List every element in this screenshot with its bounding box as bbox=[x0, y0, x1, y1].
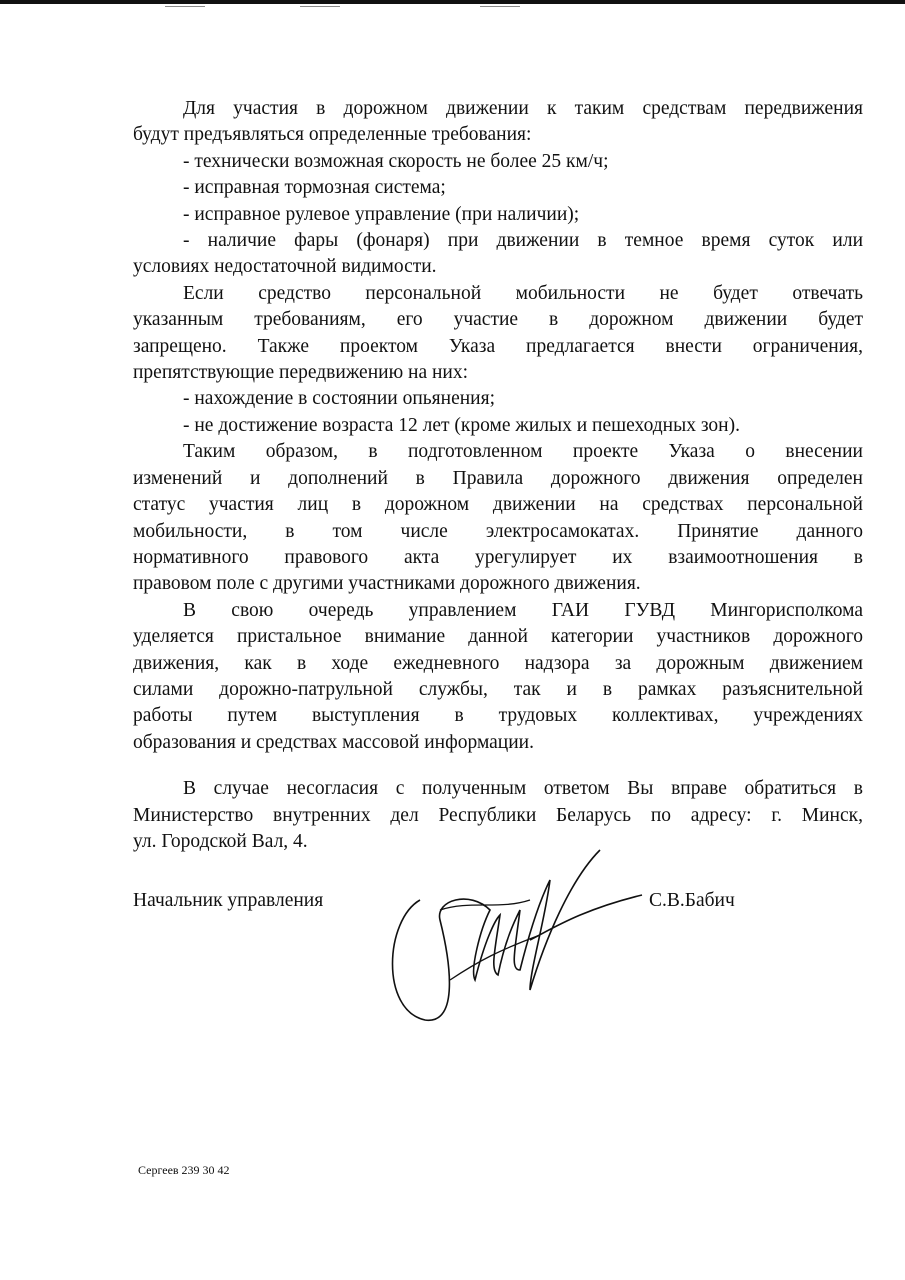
text-line: условиях недостаточной видимости. bbox=[133, 256, 437, 278]
signer-title: Начальник управления bbox=[133, 890, 324, 911]
text-line: Если средство персональной мобильности не будет отвечать bbox=[183, 282, 863, 304]
paragraph bbox=[133, 598, 863, 756]
paragraph bbox=[133, 149, 863, 175]
text-line: работы путем выступления в трудовых коллективах, учреждениях bbox=[133, 705, 863, 727]
text-line: нормативного правового акта урегулирует их взаимоотношения в bbox=[133, 546, 863, 568]
paragraph bbox=[133, 281, 863, 387]
paragraph bbox=[133, 413, 863, 439]
paragraph bbox=[133, 96, 863, 149]
text-line: мобильности, в том числе электросамокатах. Принятие данного bbox=[133, 520, 863, 542]
text-line: изменений и дополнений в Правила дорожного движения определен bbox=[133, 467, 863, 489]
paragraph bbox=[133, 228, 863, 281]
paragraph bbox=[133, 439, 863, 597]
text-line: ул. Городской Вал, 4. bbox=[133, 830, 308, 852]
text-line: - исправная тормозная система; bbox=[183, 177, 446, 199]
text-line: препятствующие передвижению на них: bbox=[133, 362, 469, 384]
text-line: запрещено. Также проектом Указа предлагается внести ограничения, bbox=[133, 335, 863, 357]
text-line: В свою очередь управлением ГАИ ГУВД Мингорисполкома bbox=[183, 599, 863, 621]
text-line: - наличие фары (фонаря) при движении в темное время суток или bbox=[183, 230, 863, 252]
paragraph bbox=[133, 175, 863, 201]
text-line: Министерство внутренних дел Республики Беларусь по адресу: г. Минск, bbox=[133, 804, 863, 826]
paragraph bbox=[133, 202, 863, 228]
scan-artifact bbox=[165, 6, 205, 7]
contact-footer: Сергеев 239 30 42 bbox=[138, 1163, 230, 1177]
text-line: указанным требованиям, его участие в дорожном движении будет bbox=[133, 309, 863, 331]
scan-edge bbox=[0, 0, 905, 4]
text-line: Для участия в дорожном движении к таким средствам передвижения bbox=[183, 98, 863, 119]
paragraph-gap bbox=[133, 756, 863, 776]
handwritten-signature bbox=[380, 840, 650, 1030]
text-line: будут предъявляться определенные требования: bbox=[133, 124, 532, 146]
text-line: - не достижение возраста 12 лет (кроме жилых и пешеходных зон). bbox=[183, 414, 740, 436]
text-line: статус участия лиц в дорожном движении на средствах персональной bbox=[133, 494, 863, 516]
text-line: движения, как в ходе ежедневного надзора за дорожным движением bbox=[133, 652, 863, 674]
text-line: уделяется пристальное внимание данной категории участников дорожного bbox=[133, 626, 863, 648]
paragraph bbox=[133, 386, 863, 412]
scan-artifact bbox=[300, 6, 340, 7]
text-line: Таким образом, в подготовленном проекте Указа о внесении bbox=[183, 441, 863, 463]
text-line: - исправное рулевое управление (при наличии); bbox=[183, 203, 580, 225]
letter-body bbox=[133, 96, 863, 855]
text-line: силами дорожно-патрульной службы, так и в рамках разъяснительной bbox=[133, 678, 863, 700]
scan-artifact bbox=[480, 6, 520, 7]
text-line: В случае несогласия с полученным ответом Вы вправе обратиться в bbox=[183, 778, 863, 800]
text-line: правовом поле с другими участниками дорожного движения. bbox=[133, 573, 641, 595]
text-line: - нахождение в состоянии опьянения; bbox=[183, 388, 495, 410]
signer-name: С.В.Бабич bbox=[649, 890, 735, 911]
text-line: - технически возможная скорость не более 25 км/ч; bbox=[183, 150, 609, 172]
text-line: образования и средствах массовой информации. bbox=[133, 731, 534, 753]
